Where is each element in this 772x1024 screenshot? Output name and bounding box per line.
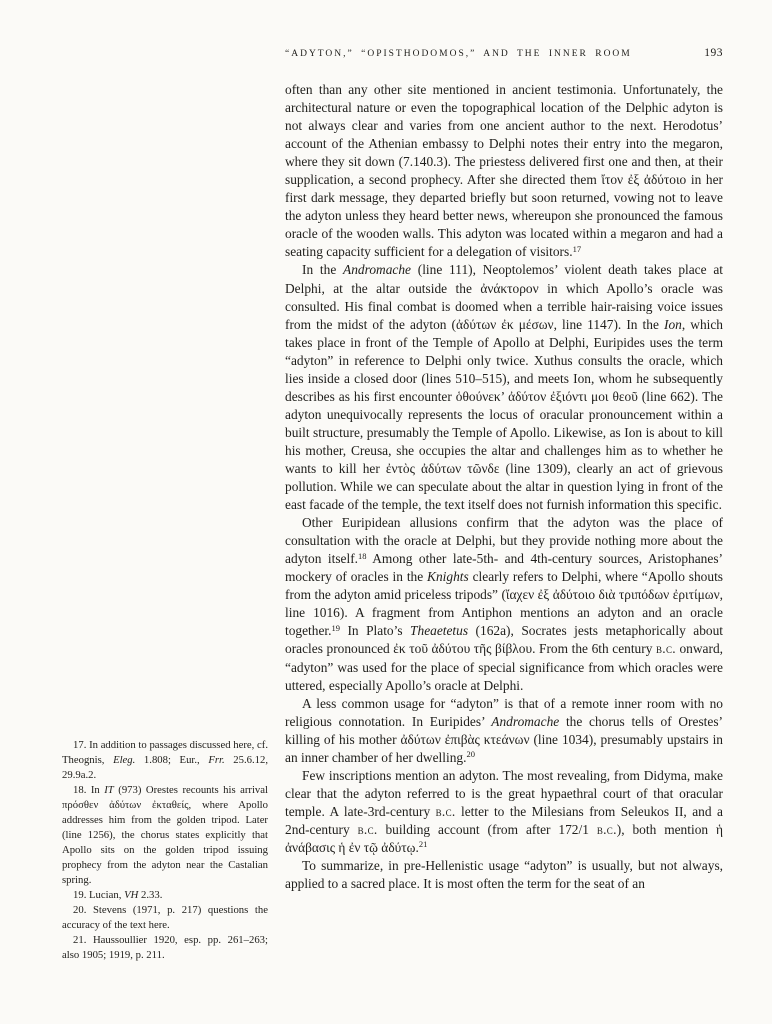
page-number: 193: [704, 47, 723, 59]
body-paragraph-inscriptions: Few inscriptions mention an adyton. The most revealing, from Didyma, make clear that the adyton referred to is the great hypaethral court of that oracular temple. A late-3rd-century b.c. letter to the Milesians from Seleukos II, and a 2nd-century b.c. building account (from after 172/1 b.c.), both mention ἡ ἀνάβασις ἡ ἐν τῷ ἀδύτῳ.$^{21}$: [285, 767, 724, 855]
body-paragraph-euripidean-allusions: Other Euripidean allusions confirm that the adyton was the place of consultation with the oracle at Delphi, but they provide nothing more about the adyton itself.$^{18}$ Among other late-5th- and 4th-century sources, Aristophanes’ mockery of oracles in the Knights clearly refers to Delphi, where “Apollo shouts from the adyton amid priceless tripods” (ἴαχεν ἐξ ἀδύτοιο διὰ τριπόδων ἐριτίμων, line 1016). A fragment from Antiphon mentions an adyton and an oracle together.$^{19}$ In Plato’s Theaetetus (162a), Socrates jests metaphorically about oracles pronounced ἐκ τοῦ ἀδύτου τῆς βίβλου. From the 6th century b.c. onward, “adyton” was used for the place of special significance from which oracles were uttered, especially Apollo’s oracle at Delphi.: [285, 515, 724, 693]
running-header-title: “ADYTON,” “OPISTHODOMOS,” AND THE INNER ROOM: [285, 49, 632, 59]
body-paragraph-continuation: often than any other site mentioned in ancient testimonia. Unfortunately, the architectural nature or even the topographical location of the Delphic adyton is not always clear and varies from one ancient author to the next. Herodotus’ account of the Athenian embassy to Delphi notes their entry into the megaron, where they sit down (7.140.3). The priestess delivered first one and then, at their supplication, a second prophecy. After she directed them ἴτον ἐξ ἀδύτοιο in her first dark message, they departed briefly but soon returned, vowing not to leave the adyton unless they heard better news, whereupon she pronounced the famous oracle of the wooden walls. This adyton was located within a megaron and had a seating capacity sufficient for a delegation of visitors.$^{17}$: [285, 82, 723, 260]
footnote-17: 17. In addition to passages discussed here, cf. Theognis, Eleg. 1.808; Eur., Frr. 25.6.12, 29.9a.2.: [62, 739, 269, 781]
body-paragraph-less-common-usage: A less common usage for “adyton” is that of a remote inner room with no religious connotation. In Euripides’ Andromache the chorus tells of Orestes’ killing of his mother ἀδύτων ἐπιβὰς κτεάνων (line 1034), presumably upstairs in an inner chamber of her dwelling.$^{20}$: [285, 695, 724, 765]
footnote-18: 18. In IT (973) Orestes recounts his arrival πρόσθεν ἀδύτων ἐκταθείς, where Apollo addresses him from the golden tripod. Later (line 1256), the chorus states explicitly that Apollo sits on the golden tripod issuing prophecy from the adyton near the Castalian spring.: [62, 784, 268, 886]
footnote-column: [62, 738, 268, 963]
footnote-21: 21. Haussoullier 1920, esp. pp. 261–263; also 1905; 1919, p. 211.: [62, 934, 268, 961]
footnote-20: 20. Stevens (1971, p. 217) questions the accuracy of the text here.: [62, 904, 268, 931]
body-paragraph-summary: To summarize, in pre-Hellenistic usage “adyton” is usually, but not always, applied to a sacred place. It is most often the term for the seat of an: [285, 858, 723, 892]
main-text-column: [285, 81, 723, 893]
body-paragraph-andromache: In the Andromache (line 111), Neoptolemos’ violent death takes place at Delphi, at the altar outside the ἀνάκτορον in which Apollo’s oracle was consulted. His final combat is doomed when a terrible hair-raising voice issues from the midst of the adyton (ἀδύτων ἐκ μέσων, line 1147). In the Ion, which takes place in front of the Temple of Apollo at Delphi, Euripides uses the term “adyton” in reference to Delphi only twice. Xuthus consults the oracle, which lies inside a closed door (lines 510–515), and meets Ion, whom he subsequently describes as his first encounter ὁθούνεκ’ ἀδύτον ἐξιόντι μοι θεοῦ (line 662). The adyton unequivocally represents the locus of oracular pronouncement within a built structure, presumably the Temple of Apollo. Likewise, as Ion is about to kill his mother, Creusa, she occupies the altar and challenges him as to whether he wants to kill her ἐντὸς ἀδύτων τῶνδε (line 1309), clearly an act of grievous pollution. While we can speculate about the altar in question lying in front of the east facade of the temple, the text itself does not furnish information this specific.: [285, 262, 724, 513]
running-header: [285, 47, 723, 59]
footnote-19: 19. Lucian, VH 2.33.: [73, 889, 163, 901]
